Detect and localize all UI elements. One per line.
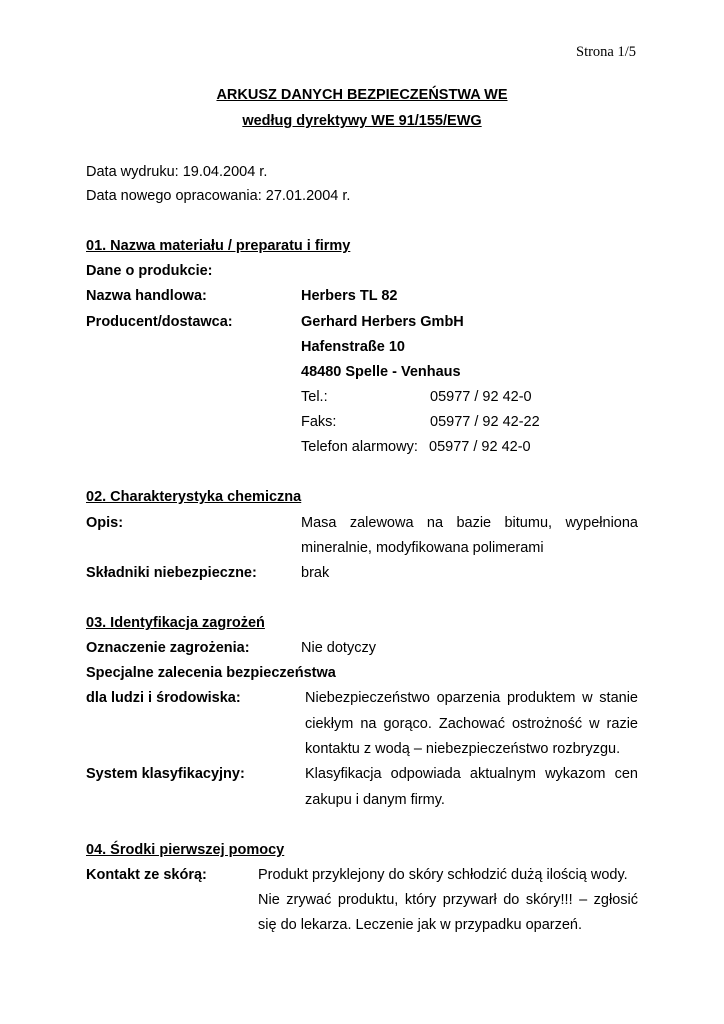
special-recommendations-line-1: Niebezpieczeństwo oparzenia produktem w stanie — [305, 690, 638, 706]
revision-date: Data nowego opracowania: 27.01.2004 r. — [86, 188, 351, 204]
classification-label: System klasyfikacyjny: — [86, 766, 245, 782]
section-4-heading: 04. Środki pierwszej pomocy — [86, 842, 285, 858]
fax-value: 05977 / 92 42-22 — [430, 414, 540, 430]
fax-label: Faks: — [301, 414, 337, 430]
product-info-label: Dane o produkcie: — [86, 263, 213, 279]
description-line-1: Masa zalewowa na bazie bitumu, wypełniona — [301, 515, 638, 531]
document-subtitle: według dyrektywy WE 91/155/EWG — [242, 113, 482, 129]
tel-value: 05977 / 92 42-0 — [430, 389, 532, 405]
special-recommendations-label-2: dla ludzi i środowiska: — [86, 690, 241, 706]
page-number: Strona 1/5 — [576, 44, 637, 60]
classification-line-1: Klasyfikacja odpowiada aktualnym wykazom cen — [305, 766, 638, 782]
producer-street: Hafenstraße 10 — [301, 339, 405, 355]
hazardous-components-value: brak — [301, 565, 330, 581]
producer-city: 48480 Spelle - Venhaus — [301, 364, 461, 380]
skin-contact-line-3: się do lekarza. Leczenie jak w przypadku oparzeń. — [258, 917, 583, 933]
trade-name-label: Nazwa handlowa: — [86, 288, 207, 304]
tel-label: Tel.: — [301, 389, 328, 405]
trade-name-value: Herbers TL 82 — [301, 288, 398, 304]
skin-contact-line-1: Produkt przyklejony do skóry schłodzić dużą ilością wody. — [258, 867, 628, 883]
section-2-heading: 02. Charakterystyka chemiczna — [86, 489, 302, 505]
producer-name: Gerhard Herbers GmbH — [301, 314, 464, 330]
emergency-phone-label: Telefon alarmowy: — [301, 439, 418, 455]
emergency-phone-value: 05977 / 92 42-0 — [429, 439, 531, 455]
special-recommendations-label-1: Specjalne zalecenia bezpieczeństwa — [86, 665, 336, 681]
hazard-marking-label: Oznaczenie zagrożenia: — [86, 640, 250, 656]
skin-contact-label: Kontakt ze skórą: — [86, 867, 207, 883]
skin-contact-line-2: Nie zrywać produktu, który przywarł do skóry!!! – zgłosić — [258, 892, 638, 908]
producer-label: Producent/dostawca: — [86, 314, 233, 330]
section-3-heading: 03. Identyfikacja zagrożeń — [86, 615, 265, 631]
section-1-heading: 01. Nazwa materiału / preparatu i firmy — [86, 238, 351, 254]
hazard-marking-value: Nie dotyczy — [301, 640, 376, 656]
special-recommendations-line-2: ciekłym na gorąco. Zachować ostrożność w razie — [305, 716, 638, 732]
special-recommendations-line-3: kontaktu z wodą – niebezpieczeństwo rozbryzgu. — [305, 741, 621, 757]
print-date: Data wydruku: 19.04.2004 r. — [86, 164, 268, 180]
hazardous-components-label: Składniki niebezpieczne: — [86, 565, 257, 581]
classification-line-2: zakupu i danym firmy. — [305, 792, 445, 808]
document-title: ARKUSZ DANYCH BEZPIECZEŃSTWA WE — [216, 87, 508, 103]
description-line-2: mineralnie, modyfikowana polimerami — [301, 540, 544, 556]
description-label: Opis: — [86, 515, 124, 531]
